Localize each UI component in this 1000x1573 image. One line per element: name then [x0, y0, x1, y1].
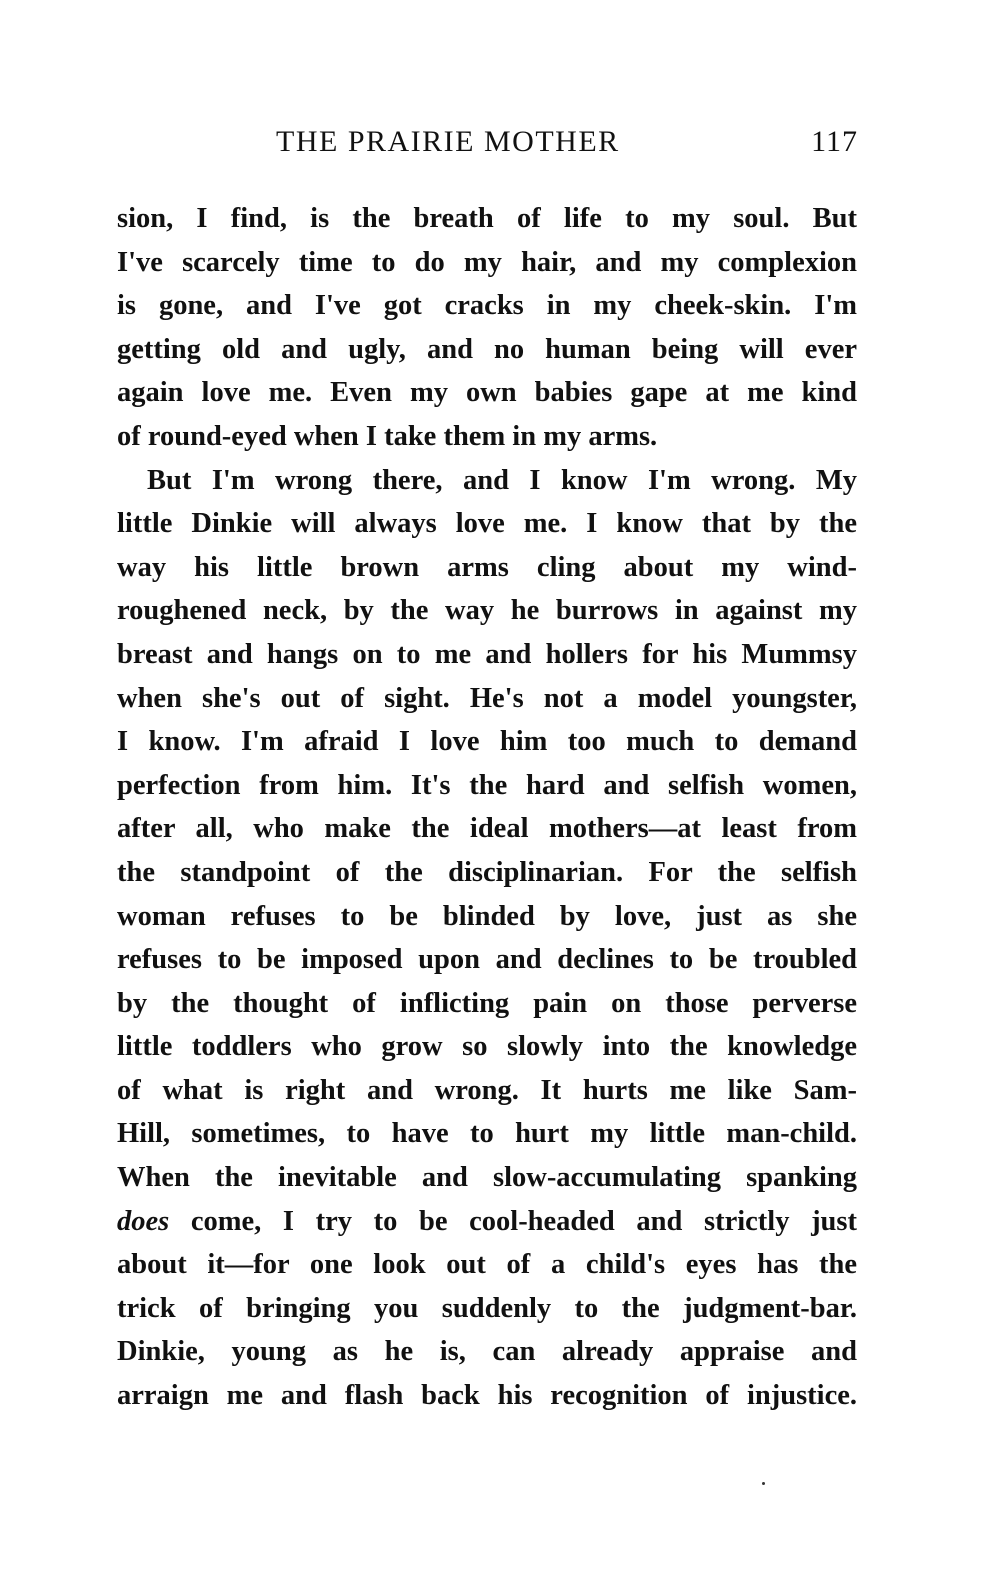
text-line: refuses to be imposed upon and declines to be troubled — [117, 944, 857, 976]
text-line-italic — [117, 1200, 857, 1244]
text-line: I've scarcely time to do my hair, and my complexion — [117, 246, 857, 278]
page-number: 117 — [811, 125, 858, 158]
text-line: perfection from him. It's the hard and selfish women, — [117, 769, 857, 801]
text-line: trick of bringing you suddenly to the judgment-bar. — [117, 1292, 857, 1324]
text-line: little toddlers who grow so slowly into the knowledge — [117, 1031, 857, 1063]
text-line: of what is right and wrong. It hurts me like Sam- — [117, 1074, 857, 1106]
text-line: woman refuses to be blinded by love, just as she — [117, 900, 857, 932]
italic-word: does — [117, 1205, 170, 1237]
text-line: by the thought of inflicting pain on those perverse — [117, 987, 857, 1019]
text-line: again love me. Even my own babies gape at me kind — [117, 377, 857, 409]
text-line: after all, who make the ideal mothers—at least from — [117, 813, 857, 845]
text-line: breast and hangs on to me and hollers for his Mummsy — [117, 638, 857, 670]
text-line: Dinkie, young as he is, can already appraise and — [117, 1336, 857, 1368]
italic-line-rest: come, I try to be cool-headed and strictly just — [169, 1205, 857, 1237]
text-line: sion, I find, is the breath of life to my soul. But — [117, 203, 857, 234]
text-line: I know. I'm afraid I love him too much to demand — [117, 726, 857, 758]
text-line: way his little brown arms cling about my wind- — [117, 551, 857, 583]
running-title: THE PRAIRIE MOTHER — [276, 125, 620, 158]
text-line: getting old and ugly, and no human being will ever — [117, 333, 857, 365]
text-line: When the inevitable and slow-accumulating spanking — [117, 1162, 857, 1194]
text-line: is gone, and I've got cracks in my cheek-skin. I'm — [117, 290, 857, 322]
text-line: Hill, sometimes, to have to hurt my little man-child. — [117, 1118, 857, 1150]
text-line: about it—for one look out of a child's eyes has the — [117, 1249, 857, 1281]
text-line: the standpoint of the disciplinarian. For the selfish — [117, 856, 857, 888]
text-line: of round-eyed when I take them in my arms. — [117, 420, 658, 452]
text-line: roughened neck, by the way he burrows in against my — [117, 595, 857, 627]
text-line: when she's out of sight. He's not a model youngster, — [117, 682, 857, 714]
body-text — [117, 197, 857, 1418]
text-line: little Dinkie will always love me. I know that by the — [117, 508, 857, 540]
running-head — [118, 122, 858, 162]
print-speck — [762, 1482, 765, 1485]
text-line: arraign me and flash back his recognition of injustice. — [117, 1380, 857, 1412]
text-line: But I'm wrong there, and I know I'm wrong. My — [147, 464, 857, 496]
